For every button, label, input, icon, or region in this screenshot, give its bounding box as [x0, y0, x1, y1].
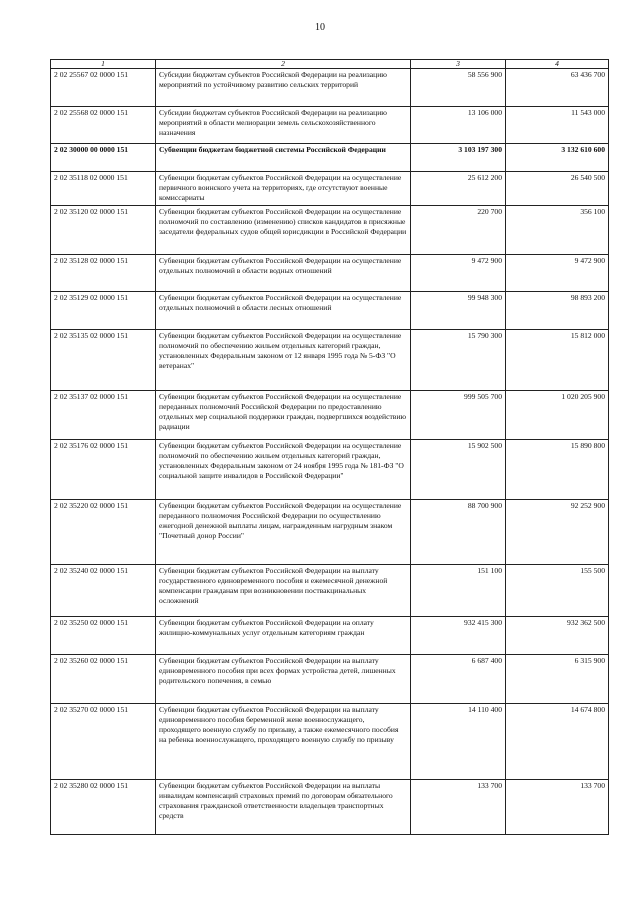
amount-4-cell: 133 700	[506, 780, 609, 835]
amount-4-cell: 6 315 900	[506, 655, 609, 704]
table-row	[51, 69, 609, 107]
amount-3-cell: 15 790 300	[411, 330, 506, 391]
table-row	[51, 655, 609, 704]
column-header-amount-3: 3	[411, 60, 506, 69]
budget-code-cell: 2 02 25567 02 0000 151	[51, 69, 156, 107]
description-cell: Субвенции бюджетам субъектов Российской Федерации на осуществление полномочий по обеспечению жильем отдельных категорий граждан, установленных Федеральным законом от 12 января 1995 года № 5-ФЗ "О ветеранах"	[156, 330, 411, 391]
description-cell: Субсидии бюджетам субъектов Российской Федерации на реализацию мероприятий по устойчивому развитию сельских территорий	[156, 69, 411, 107]
amount-4-cell: 9 472 900	[506, 255, 609, 292]
table-row	[51, 255, 609, 292]
table-row	[51, 107, 609, 144]
amount-3-cell: 58 556 900	[411, 69, 506, 107]
amount-3-cell: 999 505 700	[411, 391, 506, 440]
budget-code-cell: 2 02 35176 02 0000 151	[51, 440, 156, 500]
amount-4-cell: 11 543 000	[506, 107, 609, 144]
budget-code-cell: 2 02 35220 02 0000 151	[51, 500, 156, 565]
table-row	[51, 500, 609, 565]
amount-3-cell: 133 700	[411, 780, 506, 835]
amount-4-cell: 15 812 000	[506, 330, 609, 391]
description-cell: Субвенции бюджетам субъектов Российской Федерации на выплаты инвалидам компенсаций страховых премий по договорам обязательного страхования гражданской ответственности владельцев транспортных средств	[156, 780, 411, 835]
description-cell: Субвенции бюджетам субъектов Российской Федерации на оплату жилищно-коммунальных услуг отдельным категориям граждан	[156, 617, 411, 655]
budget-code-cell: 2 02 35270 02 0000 151	[51, 704, 156, 780]
budget-code-cell: 2 02 35118 02 0000 151	[51, 172, 156, 206]
table-row	[51, 292, 609, 330]
table-row	[51, 144, 609, 172]
amount-3-cell: 932 415 300	[411, 617, 506, 655]
description-cell: Субвенции бюджетам субъектов Российской Федерации на осуществление отдельных полномочий в области водных отношений	[156, 255, 411, 292]
table-row	[51, 206, 609, 255]
amount-4-cell: 3 132 610 600	[506, 144, 609, 172]
page-number: 10	[315, 22, 325, 33]
description-cell: Субвенции бюджетам субъектов Российской Федерации на осуществление отдельных полномочий в области лесных отношений	[156, 292, 411, 330]
column-header-description: 2	[156, 60, 411, 69]
amount-4-cell: 155 500	[506, 565, 609, 617]
amount-3-cell: 151 100	[411, 565, 506, 617]
amount-4-cell: 98 893 200	[506, 292, 609, 330]
amount-4-cell: 92 252 900	[506, 500, 609, 565]
description-cell: Субвенции бюджетам субъектов Российской Федерации на осуществление переданного полномочия Российской Федерации по осуществлению ежегодной денежной выплаты лицам, награжденным нагрудным знаком "Почетный донор России"	[156, 500, 411, 565]
description-cell: Субвенции бюджетам субъектов Российской Федерации на осуществление переданных полномочий Российской Федерации по предоставлению отдельных мер социальной поддержки граждан, подвергшихся воздействию радиации	[156, 391, 411, 440]
amount-4-cell: 932 362 500	[506, 617, 609, 655]
budget-code-cell: 2 02 35120 02 0000 151	[51, 206, 156, 255]
column-header-amount-4: 4	[506, 60, 609, 69]
description-cell: Субвенции бюджетам субъектов Российской Федерации на осуществление полномочий по обеспечению жильем отдельных категорий граждан, установленных Федеральным законом от 24 ноября 1995 года № 181-ФЗ "О социальной защите инвалидов в Российской Федерации"	[156, 440, 411, 500]
amount-4-cell: 26 540 500	[506, 172, 609, 206]
description-cell: Субвенции бюджетам субъектов Российской Федерации на осуществление первичного воинского учета на территориях, где отсутствуют военные комиссариаты	[156, 172, 411, 206]
budget-code-cell: 2 02 25568 02 0000 151	[51, 107, 156, 144]
budget-code-cell: 2 02 30000 00 0000 151	[51, 144, 156, 172]
amount-4-cell: 63 436 700	[506, 69, 609, 107]
amount-3-cell: 13 106 000	[411, 107, 506, 144]
description-cell: Субвенции бюджетам субъектов Российской Федерации на осуществление полномочий по составлению (изменению) списков кандидатов в присяжные заседатели федеральных судов общей юрисдикции в Российской Федерации	[156, 206, 411, 255]
amount-3-cell: 3 103 197 300	[411, 144, 506, 172]
amount-3-cell: 9 472 900	[411, 255, 506, 292]
budget-code-cell: 2 02 35128 02 0000 151	[51, 255, 156, 292]
amount-4-cell: 356 100	[506, 206, 609, 255]
budget-code-cell: 2 02 35280 02 0000 151	[51, 780, 156, 835]
description-cell: Субсидии бюджетам субъектов Российской Федерации на реализацию мероприятий в области мелиорации земель сельскохозяйственного назначения	[156, 107, 411, 144]
amount-4-cell: 15 890 800	[506, 440, 609, 500]
budget-code-cell: 2 02 35250 02 0000 151	[51, 617, 156, 655]
table-row	[51, 617, 609, 655]
amount-3-cell: 15 902 500	[411, 440, 506, 500]
table-row	[51, 330, 609, 391]
table-row	[51, 704, 609, 780]
amount-3-cell: 6 687 400	[411, 655, 506, 704]
description-cell: Субвенции бюджетам бюджетной системы Российской Федерации	[156, 144, 411, 172]
amount-3-cell: 99 948 300	[411, 292, 506, 330]
budget-code-cell: 2 02 35240 02 0000 151	[51, 565, 156, 617]
table-row	[51, 780, 609, 835]
table-row	[51, 172, 609, 206]
amount-4-cell: 14 674 800	[506, 704, 609, 780]
table-row	[51, 391, 609, 440]
amount-3-cell: 25 612 200	[411, 172, 506, 206]
description-cell: Субвенции бюджетам субъектов Российской Федерации на выплату государственного единовременного пособия и ежемесячной денежной компенсации гражданам при возникновении поствакцинальных осложнений	[156, 565, 411, 617]
budget-code-cell: 2 02 35135 02 0000 151	[51, 330, 156, 391]
amount-3-cell: 220 700	[411, 206, 506, 255]
amount-3-cell: 14 110 400	[411, 704, 506, 780]
table-header-row	[51, 60, 609, 69]
description-cell: Субвенции бюджетам субъектов Российской Федерации на выплату единовременного пособия беременной жене военнослужащего, проходящего военную службу по призыву, а также ежемесячного пособия на ребенка военнослужащего, проходящего военную службу по призыву	[156, 704, 411, 780]
table-row	[51, 440, 609, 500]
table-row	[51, 565, 609, 617]
budget-code-cell: 2 02 35137 02 0000 151	[51, 391, 156, 440]
description-cell: Субвенции бюджетам субъектов Российской Федерации на выплату единовременного пособия при всех формах устройства детей, лишенных родительского попечения, в семью	[156, 655, 411, 704]
budget-code-cell: 2 02 35260 02 0000 151	[51, 655, 156, 704]
column-header-code: 1	[51, 60, 156, 69]
amount-4-cell: 1 020 205 900	[506, 391, 609, 440]
budget-code-cell: 2 02 35129 02 0000 151	[51, 292, 156, 330]
amount-3-cell: 88 700 900	[411, 500, 506, 565]
budget-table	[50, 59, 609, 835]
